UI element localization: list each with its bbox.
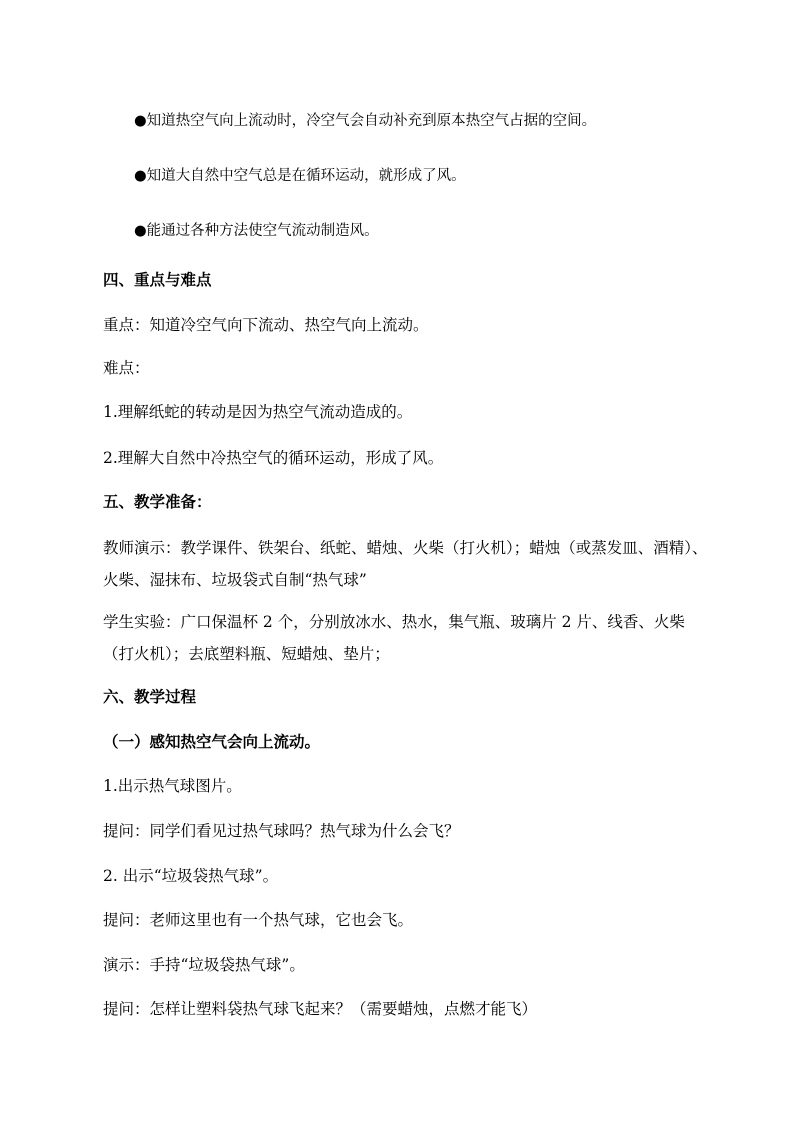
process-step-1: 1.出示热气球图片。 (103, 777, 242, 795)
student-experiment-text: 学生实验：广口保温杯 2 个，分别放冰水、热水，集气瓶、玻璃片 2 片、线香、火柴（打火机）；去底塑料瓶、短蜡烛、垫片； (103, 613, 685, 663)
section-heading-preparation: 五、教学准备： (103, 492, 212, 511)
objective-bullet-3: ●能通过各种方法使空气流动制造风。 (134, 223, 379, 239)
difficulty-item-2: 2.理解大自然中冷热空气的循环运动，形成了风。 (103, 449, 444, 467)
section-heading-key-points: 四、重点与难点 (103, 270, 212, 289)
section-heading-process: 六、教学过程 (103, 687, 197, 706)
difficulty-item-1: 1.理解纸蛇的转动是因为热空气流动造成的。 (103, 403, 413, 421)
teacher-demo-text: 教师演示：教学课件、铁架台、纸蛇、蜡烛、火柴（打火机）；蜡烛（或蒸发皿、酒精）、火柴、湿抹布、垃圾袋式自制“热气球” (103, 539, 708, 589)
process-step-2: 提问：同学们看见过热气球吗？热气球为什么会飞？ (103, 822, 460, 840)
process-step-4: 提问：老师这里也有一个热气球，它也会飞。 (103, 911, 414, 929)
subsection-heading-1: （一）感知热空气会向上流动。 (103, 732, 321, 751)
process-step-6: 提问：怎样让塑料袋热气球飞起来？（需要蜡烛，点燃才能飞） (103, 1000, 538, 1018)
process-step-5: 演示：手持“垃圾袋热气球”。 (103, 956, 305, 974)
key-point-text: 重点：知道冷空气向下流动、热空气向上流动。 (103, 316, 429, 334)
difficulty-label: 难点： (103, 359, 150, 377)
objective-bullet-2: ●知道大自然中空气总是在循环运动，就形成了风。 (134, 168, 466, 184)
objective-bullet-1: ●知道热空气向上流动时，冷空气会自动补充到原本热空气占据的空间。 (134, 113, 597, 129)
process-step-3: 2. 出示“垃圾袋热气球”。 (103, 867, 279, 885)
